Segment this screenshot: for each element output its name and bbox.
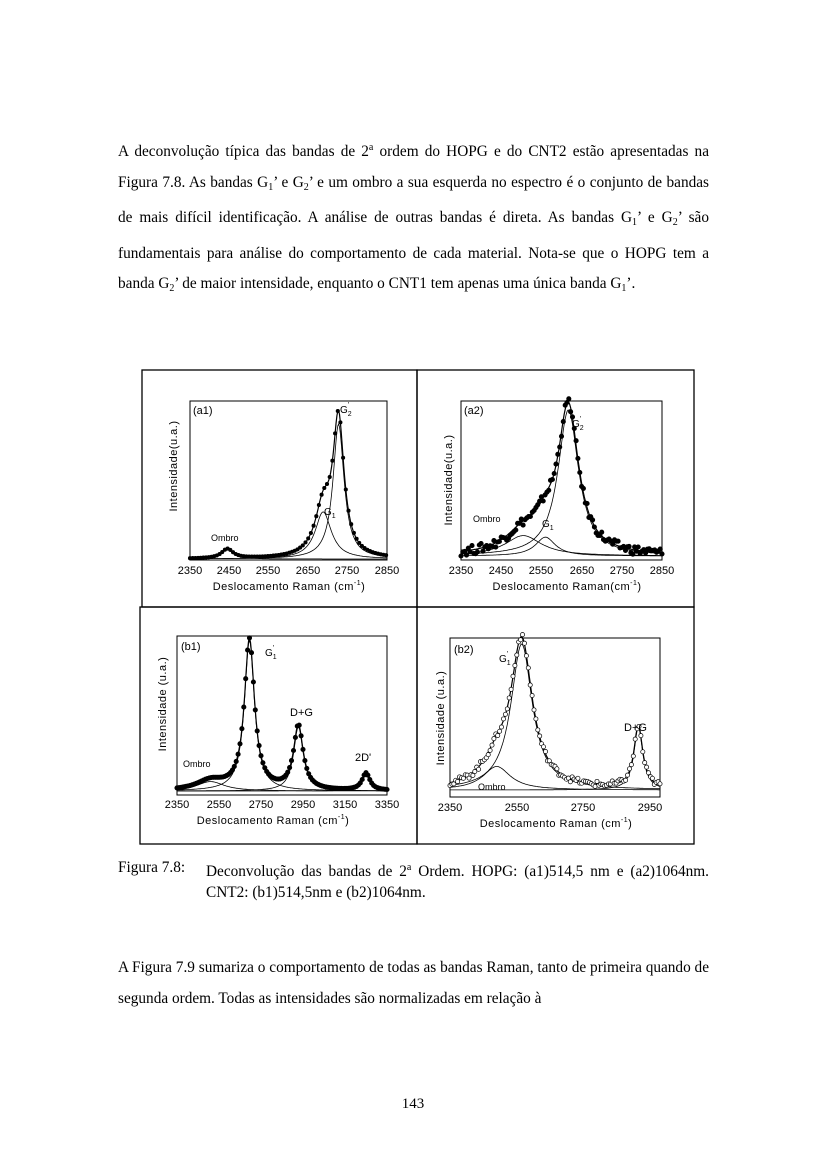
panel-a2 [443,397,674,593]
data-point [242,705,246,709]
fit-component-d-g [450,727,660,790]
tick-label: 2350 [437,802,463,814]
data-point [528,683,532,687]
panel-label-a2: (a2) [464,405,484,417]
data-point [515,653,519,657]
data-point [646,771,650,775]
tick-label: 2850 [649,565,675,577]
data-point [307,537,310,540]
x-ticks-b2 [438,802,662,814]
data-point [320,493,323,496]
data-point [490,743,494,747]
peak-label-g1: $G_1$ [542,519,554,532]
data-point [650,776,654,780]
caption-text: Deconvolução das bandas de 2$^a$ Ordem. HOPG: (a1)514,5 nm e (a2)1064nm. CNT2: (b1)514,5nm e (b2)1064nm. [206,862,709,901]
data-point [347,509,350,512]
data-point [255,729,259,733]
data-point [505,707,509,711]
page-number: 143 [401,1096,425,1112]
data-point [536,728,540,732]
tick-label: 2350 [448,565,474,577]
data-point [503,712,507,716]
data-point [507,696,511,700]
data-point [479,541,483,545]
data-point [658,547,662,551]
tick-label: 2450 [488,565,514,577]
data-point [633,737,637,741]
data-point [528,514,532,518]
panel-label-b1: (b1) [181,641,201,653]
data-point [366,773,370,777]
data-point [556,452,560,456]
panel-a1 [168,401,399,593]
data-point [486,753,490,757]
tick-label: 2650 [569,565,595,577]
tick-label: 2550 [528,565,554,577]
data-point [341,456,344,459]
peak-label-ombro: Ombro [478,782,506,792]
data-point [554,462,558,466]
data-point [358,541,361,544]
data-point [287,765,291,769]
data-point [259,754,263,758]
data-point [289,758,293,762]
data-point [568,410,572,414]
peak-label-g1: $G_1'$ [499,651,511,667]
data-point [568,780,572,784]
data-point [524,654,528,658]
peak-label-ombro: Ombro [183,759,211,769]
tick-label: 2650 [295,565,321,577]
data-point [297,723,301,727]
data-point [336,409,339,412]
data-point [585,501,589,505]
data-point [567,397,571,401]
data-point [301,747,305,751]
data-point [350,523,353,526]
peak-label-2d-prime: 2D' [355,752,372,764]
data-point [526,666,530,670]
data-point [291,748,295,752]
data-point [499,725,503,729]
figure-frame [140,370,694,844]
data-point [360,777,364,781]
peak-label-ombro: Ombro [473,514,501,524]
data-point [532,708,536,712]
data-point [522,641,526,645]
tick-label: 2750 [248,799,274,811]
data-point [641,750,645,754]
data-point [488,748,492,752]
panel-b2 [435,633,662,831]
peak-label-ombro: Ombro [211,533,239,543]
data-point [578,470,582,474]
data-point [238,742,242,746]
paragraph-1: A deconvolução típica das bandas de 2$^a$ ordem do HOPG e do CNT2 estão apresentadas na Figura 7.8. As bandas $G_1$’ e $G_2$’ e um ombro a sua esquerda no espectro é o conjunto de bandas de mais difícil identificação. A análise de outras bandas é direta. As bandas $G_1$’ e $G_2$’ são fundamentais para análise do comportamento de cada material. Nota-se que o HOPG tem a banda $G_2$’ de maior intensidade, enquanto o CNT1 tem apenas uma única banda $G_1$’. [118,142,709,294]
y-axis-label-b1: Intensidade (u.a.) [157,656,169,752]
peak-label-g2: $G_2'$ [572,416,584,432]
peak-label-g1: $G_1$ [324,507,336,520]
x-axis-label-b1: Deslocamento Raman $(cm^{-1})$ [196,814,350,827]
y-axis-label-a2: Intensidade(u.a.) [443,434,455,526]
tick-label: 2550 [255,565,281,577]
data-point [521,523,525,527]
data-point [317,503,320,506]
data-point [470,543,474,547]
fit-envelope [461,402,662,553]
tick-label: 2850 [374,565,400,577]
data-point [464,553,468,557]
data-point [492,737,496,741]
tick-label: 2950 [290,799,316,811]
data-point [558,445,562,449]
panel-label-b2: (b2) [454,644,474,656]
figure-caption [118,857,709,903]
data-point [305,766,309,770]
tick-label: 2550 [504,802,530,814]
data-point [625,773,629,777]
data-point [547,488,551,492]
data-point [627,544,631,548]
tick-label: 2350 [177,565,203,577]
tick-label: 3350 [374,799,400,811]
data-point [257,743,261,747]
x-axis-label-a2: Deslocamento $Raman(cm^{-1})$ [492,580,642,593]
tick-label: 2750 [334,565,360,577]
data-point [559,434,563,438]
tick-label: 2450 [216,565,242,577]
data-point [658,782,662,786]
data-point [293,735,297,739]
plot-area-a2 [459,397,664,559]
data-point [232,764,236,768]
peak-label-g1: $G_1'$ [265,645,277,661]
data-point [496,733,500,737]
plot-area-b2 [448,633,662,790]
panel-label-a1: (a1) [193,405,213,417]
data-point [249,651,253,655]
panel-b1 [157,636,399,827]
data-point [595,779,599,783]
y-axis-label-a1: Intensidade(u.a.) [168,420,180,512]
data-point [245,648,249,652]
data-point [247,636,251,640]
data-point [592,525,596,529]
data-point [494,545,498,549]
y-axis-label-b2: Intensidade (u.a.) [435,670,447,766]
data-point [304,541,307,544]
tick-label: 3150 [332,799,358,811]
paragraph-2: A Figura 7.9 sumariza o comportamento de todas as bandas Raman, tanto de primeira quando de segunda ordem. Todas as intensidades são normalizadas em relação à [118,959,709,1007]
x-axis-label-a1: Deslocamento Raman $(cm^{-1})$ [212,580,366,593]
x-ticks-a2 [449,565,674,577]
data-point [309,531,312,534]
data-point [660,552,664,556]
data-point [315,515,318,518]
x-ticks-b1 [165,799,399,811]
data-point [344,488,347,491]
tick-label: 2350 [164,799,190,811]
data-point [303,758,307,762]
data-point [629,763,633,767]
data-point [352,531,355,534]
tick-label: 2750 [609,565,635,577]
data-point [477,767,481,771]
peak-label-d-g: D+G [290,707,313,719]
data-point [552,471,556,475]
data-point [530,693,534,697]
data-point [555,767,559,771]
data-point [339,421,342,424]
tick-label: 2950 [637,802,663,814]
caption-label: Figura 7.8: [118,859,186,876]
data-point [456,779,460,783]
peak-label-d-g: D+G [624,722,647,734]
data-point [513,663,517,667]
tick-label: 2750 [570,802,596,814]
data-point [509,687,513,691]
data-point [590,518,594,522]
data-point [355,537,358,540]
data-point [384,554,387,557]
data-point [616,539,620,543]
data-point [253,708,257,712]
data-point [541,745,545,749]
data-point [627,767,631,771]
data-point [576,776,580,780]
data-point [385,787,389,791]
data-point [574,439,578,443]
data-point [561,419,565,423]
data-point [286,770,290,774]
data-point [459,554,463,558]
data-point [550,477,554,481]
data-point [511,674,515,678]
data-point [261,761,265,765]
data-point [323,486,326,489]
data-point [631,754,635,758]
x-ticks-a1 [178,565,399,577]
data-point [333,432,336,435]
data-point [581,486,585,490]
plot-frame-a2 [461,401,662,560]
data-point [299,734,303,738]
plot-frame-b1 [177,636,387,795]
data-point [471,773,475,777]
data-point [236,752,240,756]
data-point [481,549,485,553]
data-point [600,530,604,534]
data-point [576,456,580,460]
data-point [498,729,502,733]
data-point [643,761,647,765]
data-point [639,734,643,738]
data-point [543,749,547,753]
data-point [624,778,628,782]
tick-label: 2550 [206,799,232,811]
data-point [519,638,523,642]
peak-label-g2: $G_2'$ [340,402,352,418]
data-point [301,544,304,547]
data-point [501,717,505,721]
data-point [636,545,640,549]
data-point [475,550,479,554]
data-point [541,499,545,503]
data-point [534,717,538,721]
data-point [497,539,501,543]
data-point [520,633,524,637]
data-point [645,765,649,769]
data-point [328,475,331,478]
data-point [234,759,238,763]
data-point [240,727,244,731]
data-point [331,459,334,462]
data-point [251,680,255,684]
data-point [244,677,248,681]
data-point [538,734,542,738]
data-point [312,524,315,527]
data-point [325,482,328,485]
data-point [514,528,518,532]
x-axis-label-b2: Deslocamento Raman $(cm^{-1})$ [479,817,633,830]
